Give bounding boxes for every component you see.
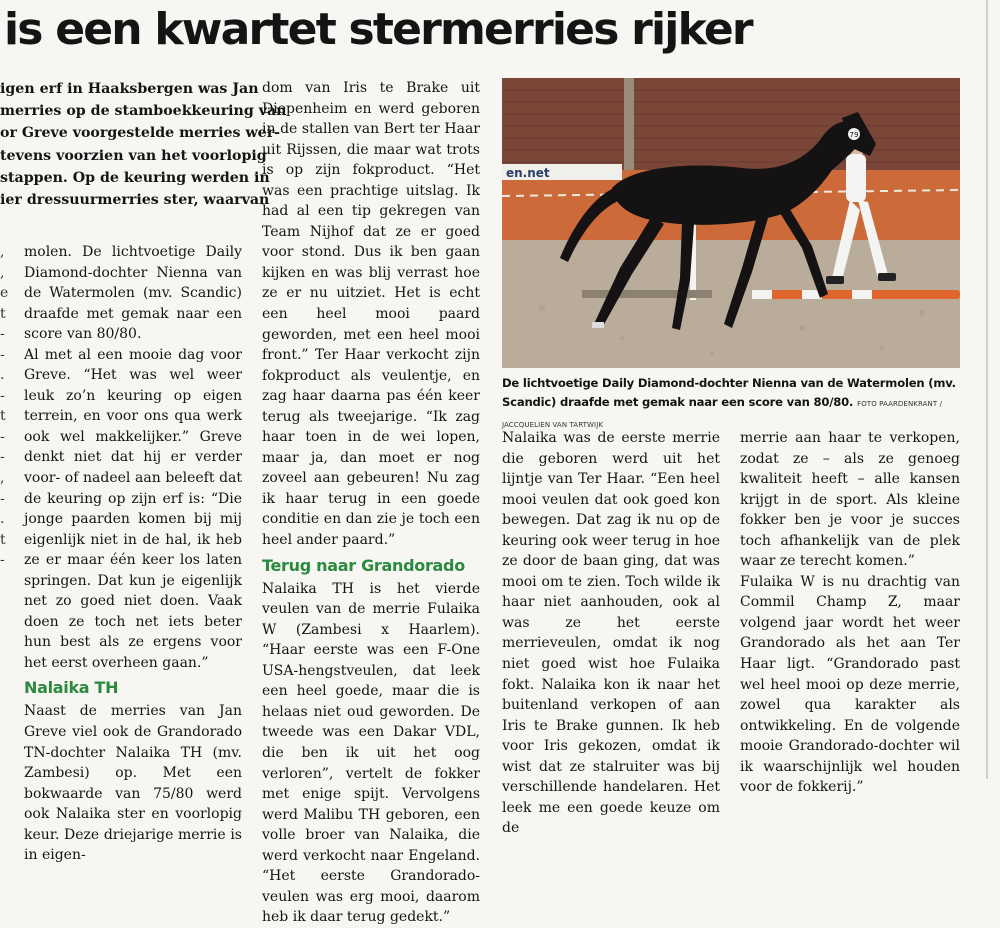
paragraph: merrie aan haar te verkopen, zodat ze – als ze genoeg kwaliteit heeft – alle kansen krijgt in de sport. Als kleine fokker ben je voor je succes toch afhankelijk van de plek waar ze terecht komen.”: [740, 430, 960, 570]
article-lead: [0, 78, 287, 211]
margin-mark: -: [0, 449, 5, 466]
caption-text: De lichtvoetige Daily Diamond-dochter Nienna van de Watermolen (mv. Scandic) draafde met gemak naar een score van 80/80.: [502, 376, 956, 409]
lead-line: ier dressuurmerries ster, waarvan: [0, 192, 270, 209]
horse-photo-illustration: [502, 78, 960, 368]
page-edge-rule: [986, 0, 988, 779]
horse-photo: [502, 78, 960, 368]
lead-line: or Greve voorgestelde merries wer-: [0, 125, 281, 142]
article-column-3: [502, 428, 720, 839]
subheading-terug-naar-grandorado: Terug naar Grandorado: [262, 555, 465, 575]
bib-number: 79: [849, 131, 859, 139]
photo-credit: FOTO PAARDENKRANT / JACCQUELIEN VAN TARTWIJK: [502, 400, 943, 429]
lead-line: tevens voorzien van het voorlopig: [0, 147, 267, 164]
margin-mark: e: [0, 285, 9, 302]
paragraph: Nalaika was de eerste merrie die geboren werd uit het lijntje van Ter Haar. “Een heel mooi veulen dat ook goed kon bewegen. Dat zag ik nu op de keuring ook weer terug in hoe ze door de baan ging, dat was mooi om te zien. Toch wilde ik haar niet aanhouden, ook al was ze het eerste merrieveulen, omdat ik nog niet goed wist hoe Fulaika fokt. Nalaika kon ik naar het buitenland verkopen of aan Iris te Brake gunnen. Ik heb voor Iris gekozen, omdat ik wist dat ze stalruiter was bij verschillende handelaren. Het leek me een goede keuze om de: [502, 430, 720, 837]
clipped-column-edge: [0, 242, 10, 571]
margin-mark: -: [0, 326, 5, 343]
lead-line: stappen. Op de keuring werden in: [0, 169, 270, 186]
paragraph: Al met al een mooie dag voor Greve. “Het was wel weer leuk zo’n keuring op eigen terrein, en voor ons qua werk ook wel makkelijker.” Greve denkt niet dat hij er verder voor- of nadeel aan beleeft dat de keuring op zijn erf is: “Die jonge paarden komen bij mij eigenlijk niet in de hal, ik heb ze er maar één keer los laten springen. Dat kun je eigenlijk net zo goed niet doen. Vaak doen ze toch net iets beter hun best als ze ergens voor het eerst overheen gaan.”: [24, 346, 242, 671]
banner-text: en.net: [506, 166, 550, 180]
margin-mark: -: [0, 428, 5, 445]
paragraph: dom van Iris te Brake uit Diepenheim en werd geboren in de stallen van Bert ter Haar uit Rijssen, die maar wat trots is op zijn fokproduct. “Het was een prachtige uitslag. Ik had al een tip gekregen van Team Nijhof dat ze er goed voor stond. Dus ik ben gaan kijken en was blij verrast hoe ze er nu uitziet. Het is echt een heel mooi paard geworden, met een heel mooi front.” Ter Haar verkocht zijn fokproduct als veulentje, en zag haar daarna pas één keer terug als tweejarige. “Ik zag haar toen in de wei lopen, maar ja, dan moet er nog zoveel aan gebeuren! Nu zag ik haar terug in een goede conditie en dan zie je toch een heel ander paard.”: [262, 80, 480, 549]
paragraph: Nalaika TH is het vierde veulen van de merrie Fulaika W (Zambesi x Haarlem). “Haar eerste was een F-One USA-hengstveulen, dat leek een heel goede, maar die is helaas niet oud geworden. De tweede was een Dakar VDL, die ben ik uit het oog verloren”, vertelt de fokker met enige spijt. Vervolgens werd Malibu TH geboren, een volle broer van Nalaika, die werd verkocht naar Engeland. “Het eerste Grandorado-veulen was erg mooi, daarom heb ik daar terug gedekt.”: [262, 580, 480, 926]
paragraph: molen. De lichtvoetige Daily Diamond-dochter Nienna van de Watermolen (mv. Scandic) draafde met gemak naar een score van 80/80.: [24, 244, 242, 343]
paragraph: Naast de merries van Jan Greve viel ook de Grandorado TN-dochter Nalaika TH (mv. Zambesi) op. Met een bokwaarde van 75/80 werd ook Nalaika ster en voorlopig keur. Deze driejarige merrie is in eigen-: [24, 703, 242, 864]
margin-mark: -: [0, 490, 5, 507]
margin-mark: t: [0, 531, 6, 548]
article-headline: is een kwartet stermerries rijker: [4, 4, 752, 55]
lead-line: igen erf in Haaksbergen was Jan: [0, 81, 259, 97]
margin-mark: ,: [0, 244, 5, 260]
paragraph: Fulaika W is nu drachtig van Commil Champ Z, maar volgend jaar wordt het weer Grandorado als het aan Ter Haar ligt. “Grandorado past wel heel mooi op deze merrie, zowel qua karakter als ontwikkeling. En de volgende mooie Grandorado-dochter wil ik waarschijnlijk wel houden voor de fokkerij.”: [740, 573, 960, 796]
lead-line: merries op de stamboekkeuring van: [0, 103, 287, 120]
photo-caption: [502, 374, 972, 435]
margin-mark: -: [0, 552, 5, 569]
margin-mark: t: [0, 408, 6, 425]
margin-mark: ,: [0, 470, 5, 487]
margin-mark: .: [0, 511, 5, 528]
margin-mark: t: [0, 305, 6, 322]
margin-mark: .: [0, 367, 5, 384]
subheading-nalaika: Nalaika TH: [24, 678, 119, 698]
article-column-2: [262, 78, 480, 928]
article-column-1: [24, 242, 242, 866]
margin-mark: ,: [0, 264, 5, 281]
margin-mark: -: [0, 387, 5, 404]
article-column-4: [740, 428, 960, 798]
margin-mark: -: [0, 346, 5, 363]
